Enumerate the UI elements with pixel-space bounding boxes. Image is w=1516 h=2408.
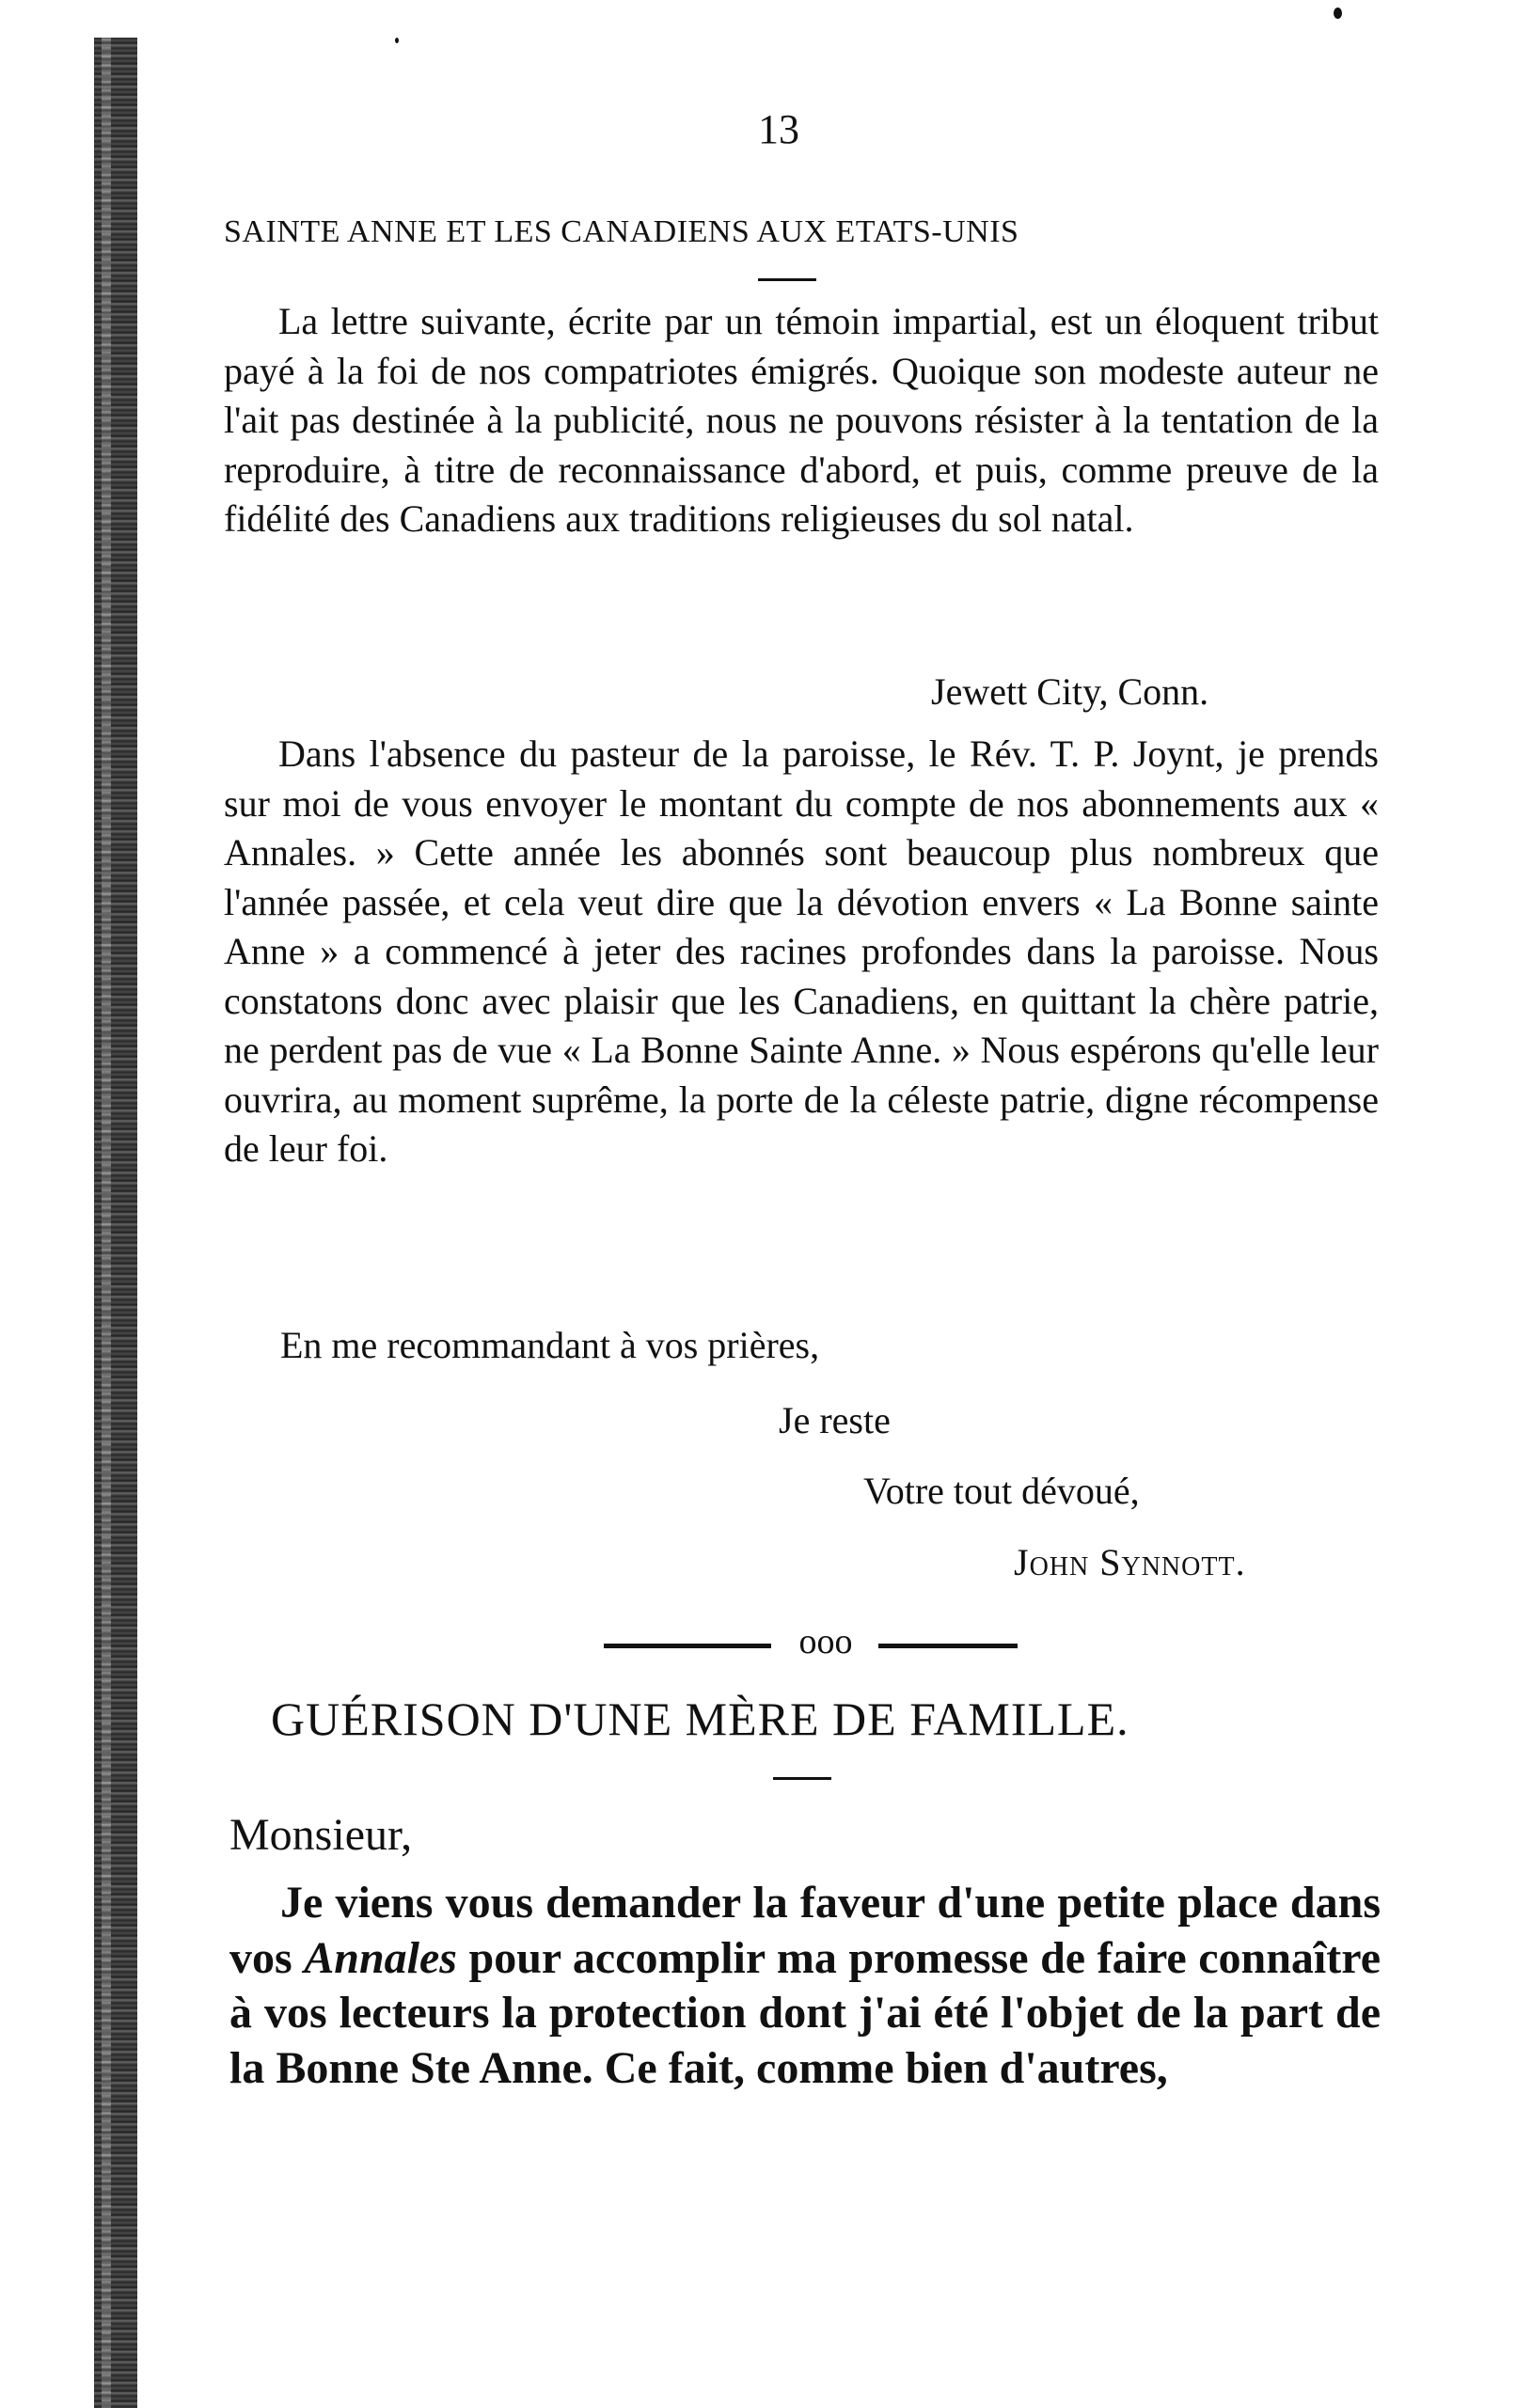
ink-speck xyxy=(395,38,399,43)
letter-closing-3: Votre tout dévoué, xyxy=(863,1470,1140,1512)
article-2-title: GUÉRISON D'UNE MÈRE DE FAMILLE. xyxy=(271,1692,1129,1745)
section-divider xyxy=(604,1622,1018,1664)
article-2-body-end: pour accomplir ma promesse de faire connaître à vos lecteurs la protection dont j'ai été l'objet de la part de la Bonne Ste Anne. Ce fait, comme bien d'autres, xyxy=(229,1932,1381,2093)
letter-signature: John Synnott. xyxy=(1014,1541,1246,1583)
letter-place: Jewett City, Conn. xyxy=(931,670,1209,713)
binding-edge xyxy=(94,38,137,2408)
divider-ornament: ooo xyxy=(798,1622,853,1661)
page-number: 13 xyxy=(758,106,799,152)
article-2-body-start: Je viens vous demander la faveur d'une petite place dans vos xyxy=(229,1878,1381,1983)
article-2-body xyxy=(229,1876,1381,2096)
letter-closing-2: Je reste xyxy=(779,1399,891,1441)
article-intro: La lettre suivante, écrite par un témoin impartial, est un éloquent tribut payé à la foi de nos compatriotes émigrés. Quoique son modeste auteur ne l'ait pas destinée à la publicité, nous ne pouvons résister à la tentation de la reproduire, à titre de reconnaissance d'abord, et puis, comme preuve de la fidélité des Canadiens aux traditions religieuses du sol natal. xyxy=(224,300,1379,540)
letter-closing: En me recommandant à vos prières, xyxy=(280,1324,820,1366)
letter-body: Dans l'absence du pasteur de la paroisse, le Rév. T. P. Joynt, je prends sur moi de vous envoyer le montant du compte de nos abonnements aux « Annales. » Cette année les abonnés sont beaucoup plus nombreux que l'année passée, et cela veut dire que la dévotion envers « La Bonne sainte Anne » a commencé à jeter des racines profondes dans la paroisse. Nous constatons donc avec plaisir que les Canadiens, en quittant la chère patrie, ne perdent pas de vue « La Bonne Sainte Anne. » Nous espérons qu'elle leur ouvrira, au moment suprême, la porte de la céleste patrie, digne récompense de leur foi. xyxy=(224,732,1379,1170)
article-title: SAINTE ANNE ET LES CANADIENS AUX ETATS-UNIS xyxy=(224,214,1019,249)
ink-speck xyxy=(1334,8,1342,19)
title-2-rule xyxy=(773,1777,831,1780)
title-rule xyxy=(758,278,816,281)
article-2-body-italic: Annales xyxy=(304,1932,457,1983)
salutation: Monsieur, xyxy=(229,1810,413,1860)
